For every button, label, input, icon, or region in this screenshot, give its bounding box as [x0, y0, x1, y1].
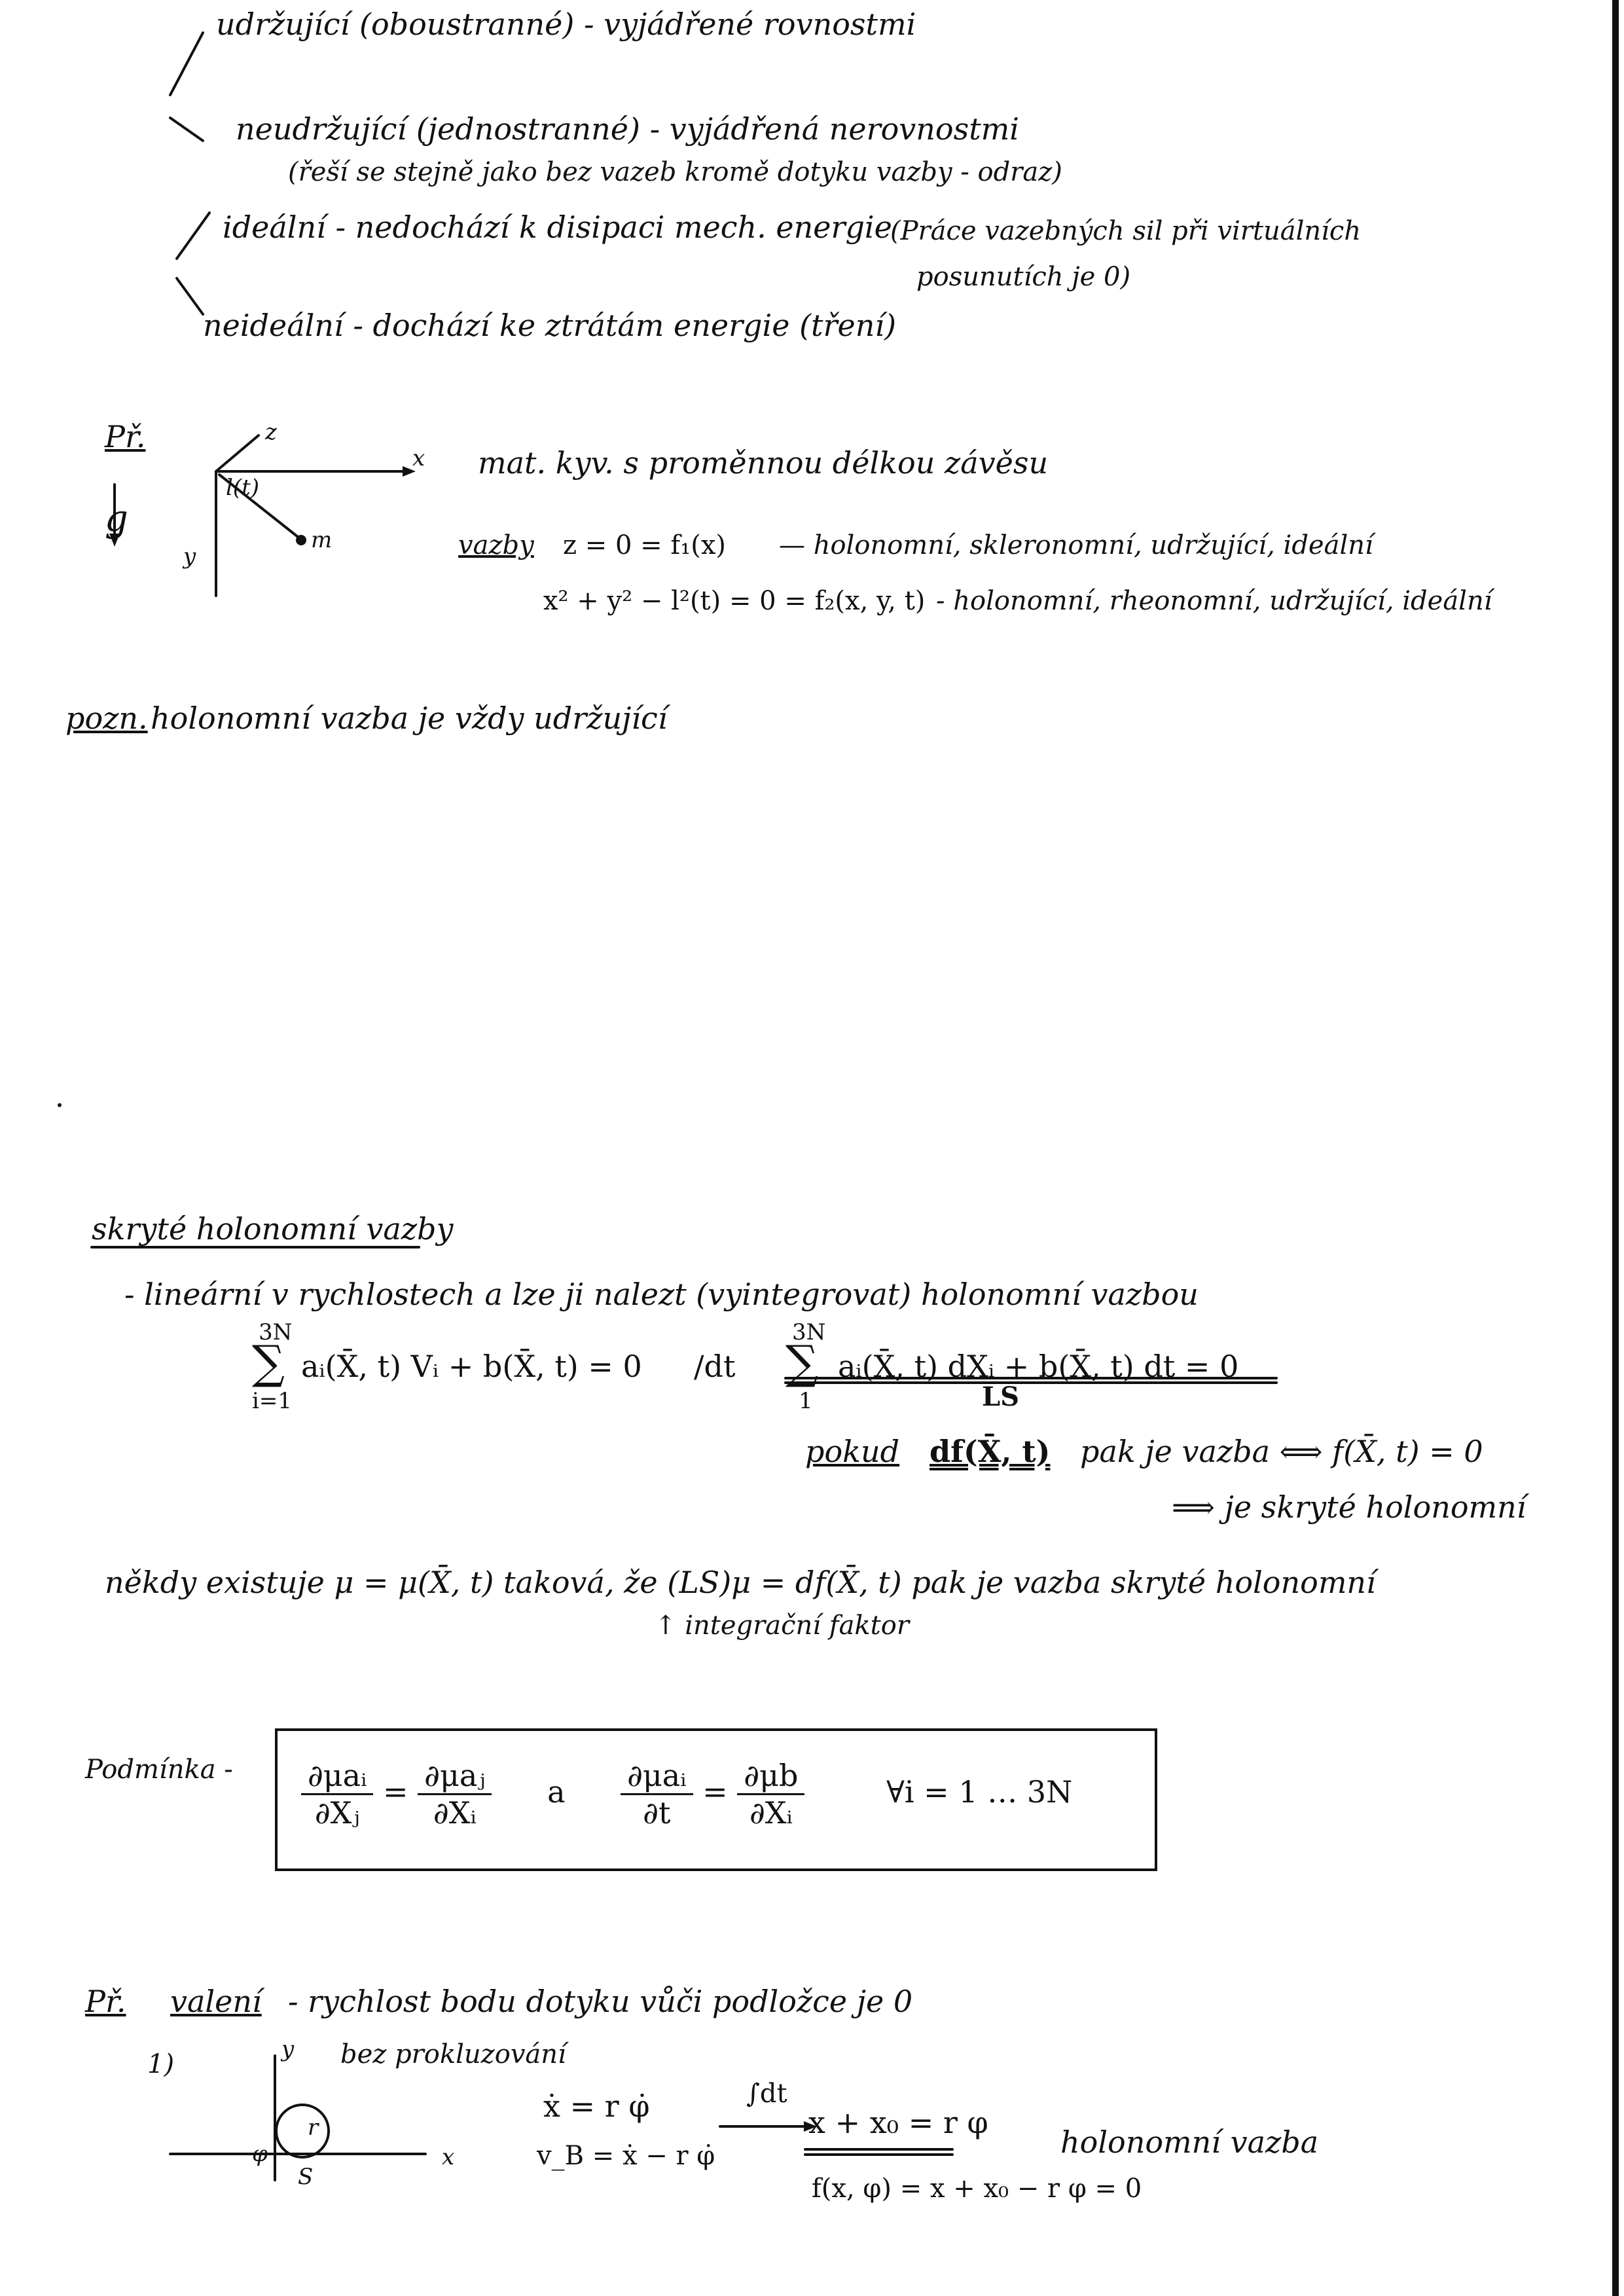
bracket-stroke-3	[177, 213, 209, 259]
example1-label: Př.	[105, 419, 146, 454]
example2-rolling: valení	[170, 1984, 262, 2019]
frac-3-den: ∂t	[643, 1795, 671, 1831]
df-text: df(X̄, t)	[929, 1434, 1051, 1469]
frac-4-den: ∂Xᵢ	[749, 1795, 793, 1831]
example1-bond2-eq: x² + y² − l²(t) = 0 = f₂(x, y, t)	[543, 586, 926, 616]
example2-desc: - rychlost bodu dotyku vůči podložce je 0	[288, 1984, 913, 2019]
and-text: a	[547, 1774, 566, 1810]
bracket-stroke-4	[177, 278, 203, 314]
integration-factor: ↑ integrační faktor	[655, 1611, 909, 1641]
diagram1-mass-label: m	[311, 527, 333, 553]
diagram1-axis-x: x	[412, 445, 425, 471]
constraint-non-retaining: neudržující (jednostranné) - vyjádřená nerovnostmi	[236, 111, 1020, 147]
times-dt: /dt	[694, 1349, 736, 1384]
note-label: pozn.	[65, 701, 148, 736]
example1-desc: mat. kyv. s proměnnou délkou závěsu	[478, 445, 1049, 481]
eq-sign-1: =	[383, 1774, 408, 1810]
example1-bond2-desc: - holonomní, rheonomní, udržující, ideální	[936, 586, 1492, 616]
constraint-retaining: udržující (oboustranné) - vyjádřené rovnostmi	[216, 7, 916, 42]
diagram1-mass	[297, 536, 305, 544]
diagram2-wheel	[276, 2105, 329, 2157]
diagram2-axis-y: y	[281, 2036, 295, 2062]
eq-sign-2: =	[702, 1774, 728, 1810]
example2-case-num: 1)	[147, 2049, 175, 2079]
frac-1	[301, 1758, 373, 1831]
frac-2-den: ∂Xᵢ	[433, 1795, 477, 1831]
condition-formula	[301, 1758, 1072, 1831]
sum2-bottom: 1	[799, 1388, 813, 1414]
sum1-body: aᵢ(X̄, t) Vᵢ + b(X̄, t) = 0	[301, 1349, 642, 1384]
diagram2-axis-x: x	[442, 2144, 455, 2170]
example2-vb: v_B = ẋ − r φ̇	[537, 2141, 715, 2171]
example2-label: Př.	[85, 1984, 126, 2019]
constraint-ideal-note-2: posunutích je 0)	[916, 262, 1131, 292]
sum2-sigma: ∑	[785, 1336, 818, 1389]
example1-bond1-desc: — holonomní, skleronomní, udržující, ideální	[779, 530, 1373, 560]
condition-label: Podmínka -	[85, 1755, 233, 1785]
frac-1-num: ∂μaᵢ	[301, 1758, 373, 1795]
sum1-top: 3N	[259, 1319, 293, 1345]
example2-eq2: x + x₀ = r φ	[808, 2105, 988, 2140]
frac-2-num: ∂μaⱼ	[418, 1758, 492, 1795]
forall-text: ∀i = 1 … 3N	[886, 1774, 1073, 1810]
diagram2-s-label: S	[298, 2164, 314, 2190]
example2-eq1: ẋ = r φ̇	[543, 2088, 650, 2124]
note-text: holonomní vazba je vždy udržující	[151, 701, 668, 736]
hidden-conclusion: ⟹ je skryté holonomní	[1172, 1489, 1526, 1525]
diagram1-axis-y: y	[183, 543, 196, 570]
example2-integral: ∫dt	[746, 2079, 787, 2109]
then-text: pak je vazba ⟺ f(X̄, t) = 0	[1080, 1434, 1483, 1469]
hidden-title: skryté holonomní vazby	[92, 1211, 454, 1247]
example2-f-eq: f(x, φ) = x + x₀ − r φ = 0	[812, 2174, 1142, 2204]
if-text: pokud	[805, 1434, 900, 1469]
example2-no-slip: bez prokluzování	[340, 2039, 566, 2069]
sum1-sigma: ∑	[252, 1336, 285, 1389]
example1-bond1-eq: z = 0 = f₁(x)	[563, 530, 727, 560]
frac-3-num: ∂μaᵢ	[621, 1758, 693, 1795]
constraint-nonideal: neideální - dochází ke ztrátám energie (tření)	[203, 308, 897, 343]
example1-bonds-label: vazby	[458, 530, 534, 560]
diagram1-z-axis	[216, 435, 259, 471]
hidden-intro: - lineární v rychlostech a lze ji nalezt (vyintegrovat) holonomní vazbou	[124, 1277, 1199, 1312]
sum2-top: 3N	[792, 1319, 826, 1345]
frac-3	[621, 1758, 693, 1831]
bracket-stroke-2	[170, 118, 203, 141]
page-speck	[58, 1103, 62, 1107]
constraint-ideal-note-1: (Práce vazebných sil při virtuálních	[890, 216, 1362, 246]
constraint-non-retaining-note: (řeší se stejně jako bez vazeb kromě dotyku vazby - odraz)	[288, 157, 1062, 187]
sometimes-text: někdy existuje μ = μ(X̄, t) taková, že (LS)μ = df(X̄, t) pak je vazba skryté holonomní	[105, 1565, 1376, 1600]
diagram2-r-label: r	[308, 2115, 319, 2141]
bracket-stroke-1	[170, 33, 203, 95]
diagram2-phi-label: φ	[252, 2141, 268, 2167]
diagram1-g-label: g	[105, 498, 128, 540]
frac-2	[418, 1758, 492, 1831]
sum2-body: aᵢ(X̄, t) dXᵢ + b(X̄, t) dt = 0	[838, 1349, 1239, 1384]
frac-1-den: ∂Xⱼ	[314, 1795, 360, 1831]
sum1-bottom: i=1	[252, 1388, 292, 1414]
diagram1-axis-z: z	[265, 419, 277, 445]
ls-label: LS	[982, 1381, 1020, 1412]
frac-4-num: ∂μb	[737, 1758, 804, 1795]
diagram1-length-label: l(t)	[226, 475, 260, 501]
constraint-ideal: ideální - nedochází k disipaci mech. energie	[223, 210, 892, 245]
frac-4	[737, 1758, 804, 1831]
example2-holonomic: holonomní vazba	[1060, 2124, 1319, 2160]
